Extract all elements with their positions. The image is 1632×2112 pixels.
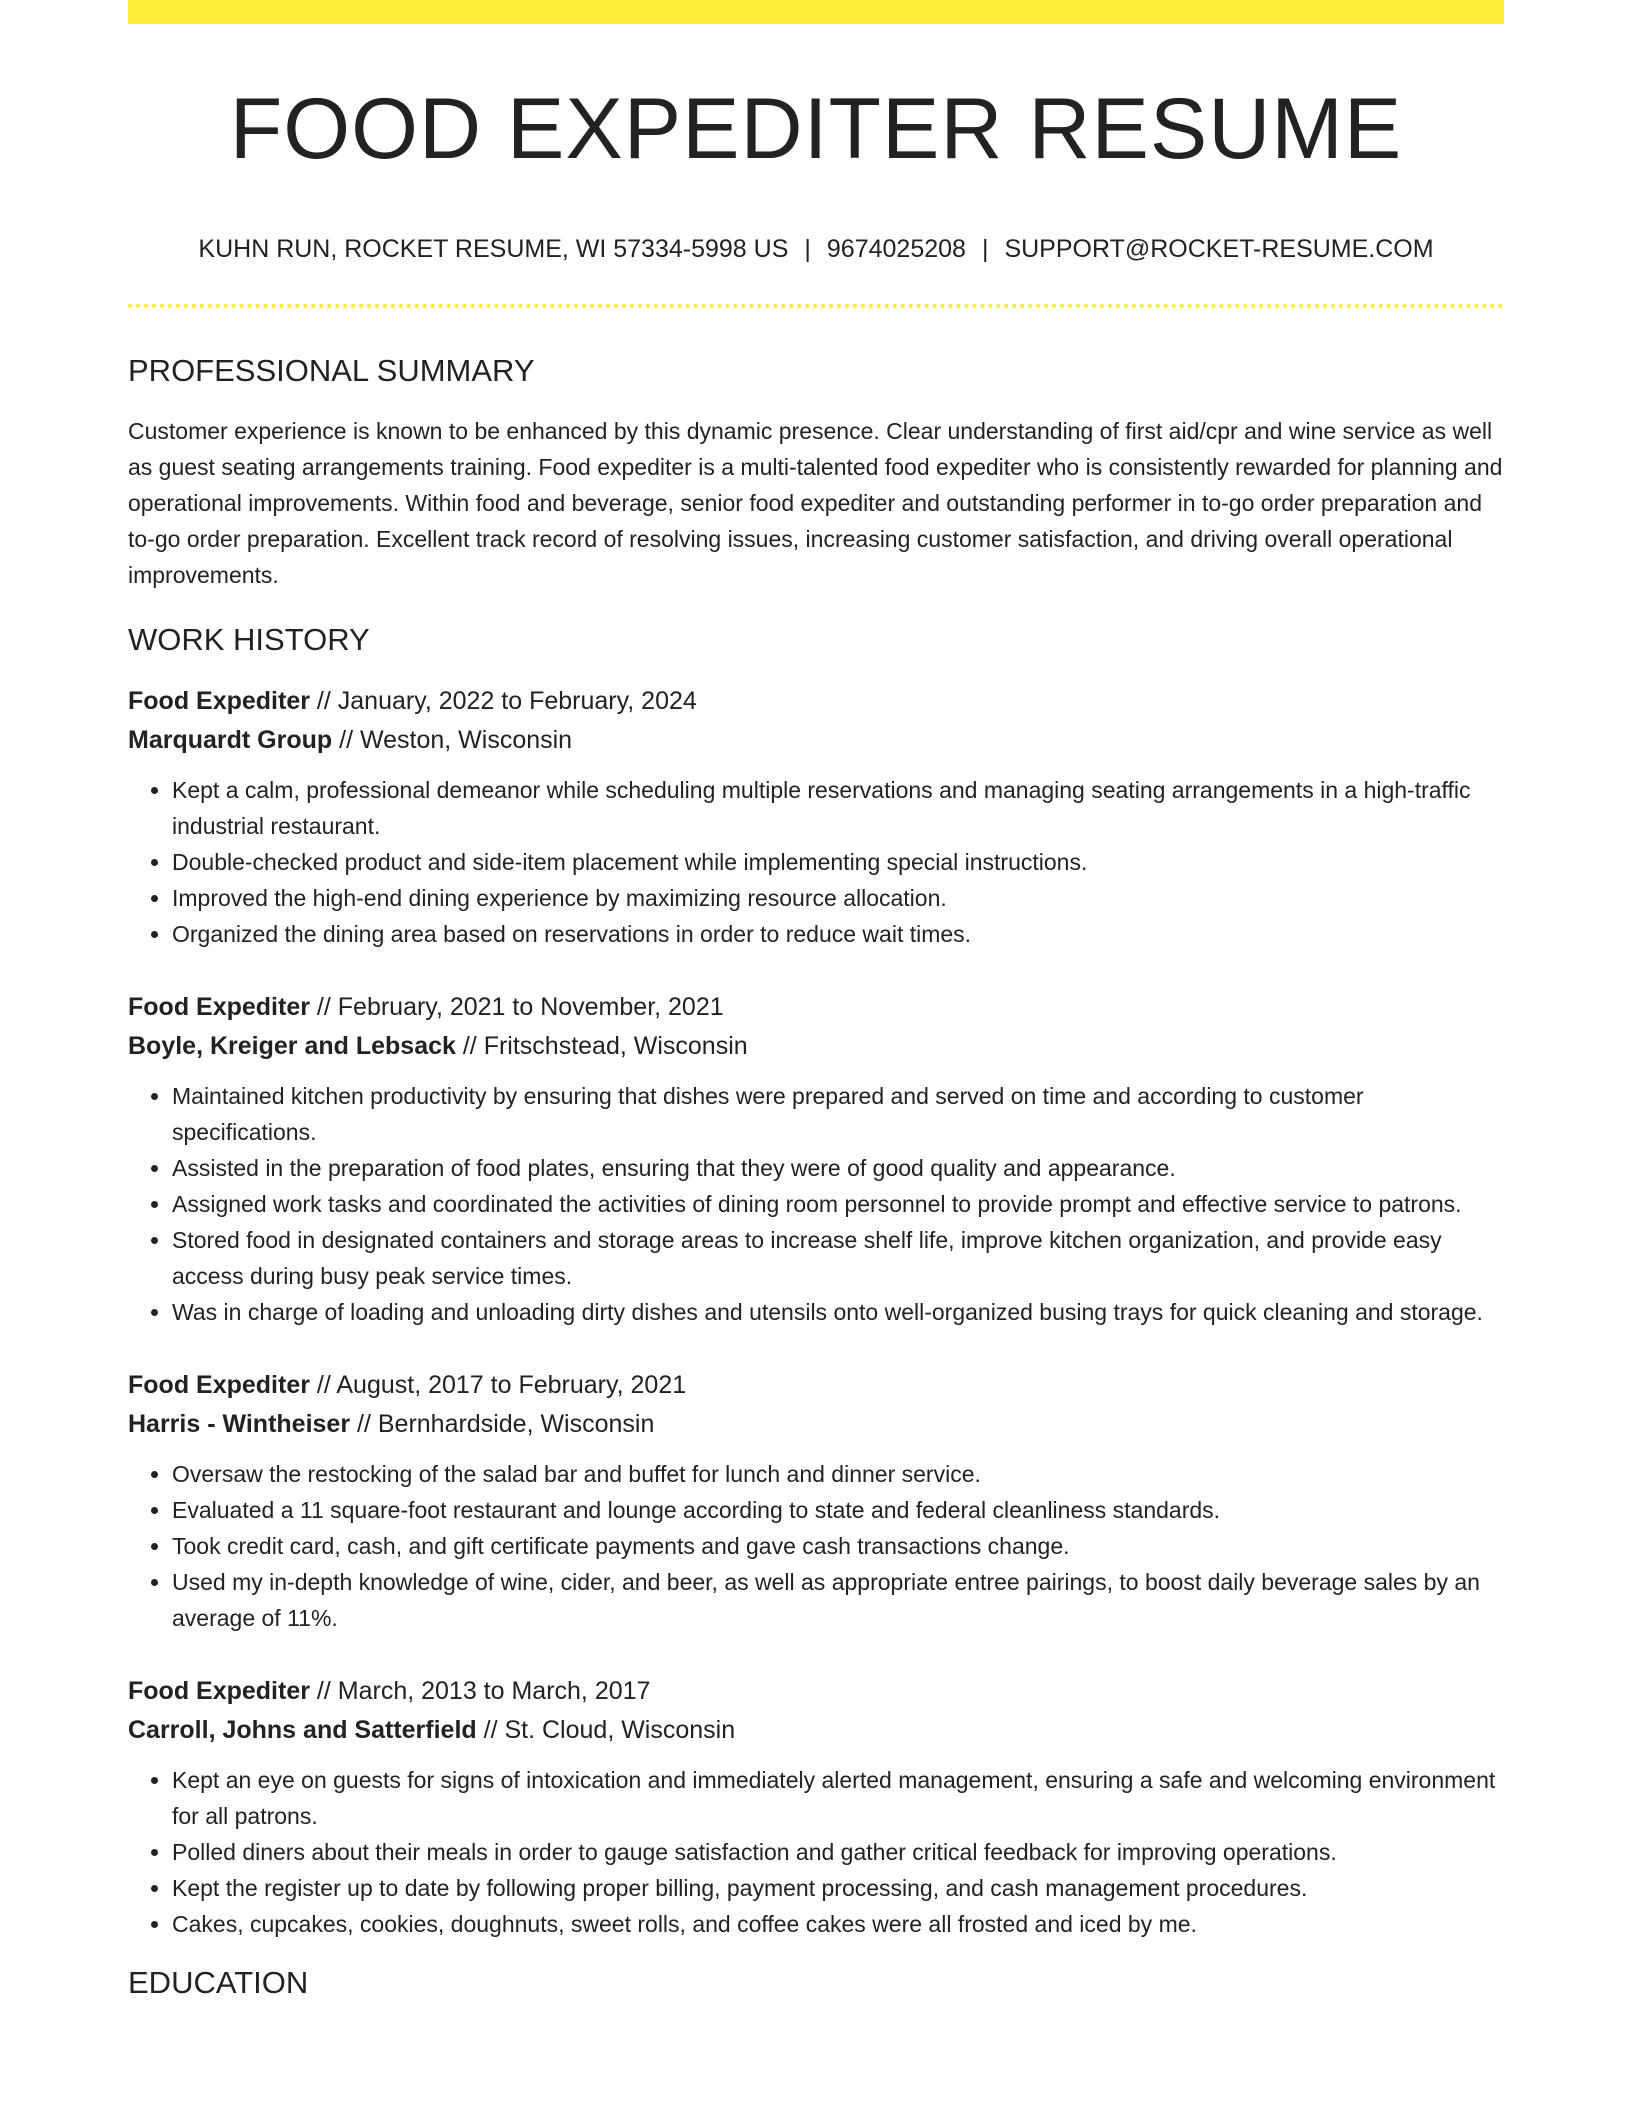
job-bullet: • Was in charge of loading and unloading dirty dishes and utensils onto well-organized busing trays for quick cleaning and storage. xyxy=(172,1294,1504,1330)
job-bullet: • Assigned work tasks and coordinated the activities of dining room personnel to provide prompt and effective service to patrons. xyxy=(172,1186,1504,1222)
job-company-line xyxy=(128,1405,1504,1444)
job-entry xyxy=(128,1366,1504,1636)
job-dates: January, 2022 to February, 2024 xyxy=(337,687,697,716)
job-entry xyxy=(128,682,1504,952)
work-history-list xyxy=(128,682,1504,1942)
job-dates: March, 2013 to March, 2017 xyxy=(337,1677,651,1706)
job-bullet: • Oversaw the restocking of the salad bar and buffet for lunch and dinner service. xyxy=(172,1456,1504,1492)
job-bullet: • Kept the register up to date by following proper billing, payment processing, and cash management procedures. xyxy=(172,1870,1504,1906)
job-separator: // xyxy=(309,1371,337,1400)
job-company: Boyle, Kreiger and Lebsack xyxy=(128,1032,456,1061)
contact-separator: | xyxy=(804,235,811,263)
job-bullet: • Evaluated a 11 square-foot restaurant and lounge according to state and federal cleanliness standards. xyxy=(172,1492,1504,1528)
job-entry xyxy=(128,1672,1504,1942)
summary-text: Customer experience is known to be enhanced by this dynamic presence. Clear understanding of first aid/cpr and wine service as well as guest seating arrangements training. Food expediter is a multi-talented food expediter who is consistently rewarded for planning and operational improvements. Within food and beverage, senior food expediter and outstanding performer in to-go order preparation and to-go order preparation. Excellent track record of resolving issues, increasing customer satisfaction, and driving overall operational improvements. xyxy=(128,418,1503,589)
job-title-line xyxy=(128,682,1504,721)
job-bullet: • Polled diners about their meals in order to gauge satisfaction and gather critical feedback for improving operations. xyxy=(172,1834,1504,1870)
job-location: Fritschstead, Wisconsin xyxy=(483,1032,748,1061)
summary-heading: PROFESSIONAL SUMMARY xyxy=(128,353,535,388)
job-company-line xyxy=(128,721,1504,760)
job-bullet: • Assisted in the preparation of food plates, ensuring that they were of good quality and appearance. xyxy=(172,1150,1504,1186)
job-location: St. Cloud, Wisconsin xyxy=(504,1716,736,1745)
job-title-line xyxy=(128,1672,1504,1711)
job-company-line xyxy=(128,1711,1504,1750)
job-bullet: • Improved the high-end dining experience by maximizing resource allocation. xyxy=(172,880,1504,916)
job-role: Food Expediter xyxy=(128,1677,310,1706)
job-bullet: • Took credit card, cash, and gift certificate payments and gave cash transactions change. xyxy=(172,1528,1504,1564)
job-separator: // xyxy=(476,1716,505,1745)
job-company: Marquardt Group xyxy=(128,726,333,755)
job-bullet: • Stored food in designated containers and storage areas to increase shelf life, improve kitchen organization, and provide easy access during busy peak service times. xyxy=(172,1222,1504,1294)
job-bullet-list xyxy=(128,1456,1504,1636)
resume-page xyxy=(128,0,1504,2002)
job-bullet: • Kept an eye on guests for signs of intoxication and immediately alerted management, ensuring a safe and welcoming environment for all patrons. xyxy=(172,1762,1504,1834)
job-location: Weston, Wisconsin xyxy=(359,726,573,755)
job-bullet-list xyxy=(128,1762,1504,1942)
header-divider xyxy=(128,304,1504,308)
contact-phone: 9674025208 xyxy=(826,235,966,263)
job-bullet-list xyxy=(128,1078,1504,1330)
job-separator: // xyxy=(309,687,338,716)
job-bullet: • Cakes, cupcakes, cookies, doughnuts, sweet rolls, and coffee cakes were all frosted and iced by me. xyxy=(172,1906,1504,1942)
job-entry xyxy=(128,988,1504,1330)
job-bullet: • Maintained kitchen productivity by ensuring that dishes were prepared and served on time and according to customer specifications. xyxy=(172,1078,1504,1150)
job-company: Harris - Wintheiser xyxy=(128,1410,351,1439)
job-separator: // xyxy=(309,993,338,1022)
job-company: Carroll, Johns and Satterfield xyxy=(128,1716,477,1745)
education-heading: EDUCATION xyxy=(128,1965,309,2001)
job-bullet: • Used my in-depth knowledge of wine, cider, and beer, as well as appropriate entree pairings, to boost daily beverage sales by an average of 11%. xyxy=(172,1564,1504,1636)
job-location: Bernhardside, Wisconsin xyxy=(377,1410,655,1439)
job-company-line xyxy=(128,1027,1504,1066)
job-separator: // xyxy=(455,1032,484,1061)
job-title-line xyxy=(128,988,1504,1027)
job-role: Food Expediter xyxy=(128,687,310,716)
contact-line xyxy=(128,234,1504,264)
job-bullet: • Kept a calm, professional demeanor while scheduling multiple reservations and managing seating arrangements in a high-traffic industrial restaurant. xyxy=(172,772,1504,844)
job-dates: February, 2021 to November, 2021 xyxy=(337,993,724,1022)
job-dates: August, 2017 to February, 2021 xyxy=(336,1371,687,1400)
job-role: Food Expediter xyxy=(128,993,310,1022)
job-role: Food Expediter xyxy=(128,1371,310,1400)
job-bullet-list xyxy=(128,772,1504,952)
resume-title: FOOD EXPEDITER RESUME xyxy=(229,81,1403,177)
contact-separator: | xyxy=(981,235,989,263)
contact-address: KUHN RUN, ROCKET RESUME, WI 57334-5998 US xyxy=(198,235,789,263)
job-separator: // xyxy=(332,726,360,755)
job-bullet: • Double-checked product and side-item placement while implementing special instructions. xyxy=(172,844,1504,880)
job-title-line xyxy=(128,1366,1504,1405)
top-accent-bar xyxy=(128,0,1504,24)
job-separator: // xyxy=(309,1677,338,1706)
work-history-heading: WORK HISTORY xyxy=(128,622,370,658)
job-separator: // xyxy=(350,1410,378,1439)
job-bullet: • Organized the dining area based on reservations in order to reduce wait times. xyxy=(172,916,1504,952)
contact-email: SUPPORT@ROCKET-RESUME.COM xyxy=(1004,235,1434,263)
